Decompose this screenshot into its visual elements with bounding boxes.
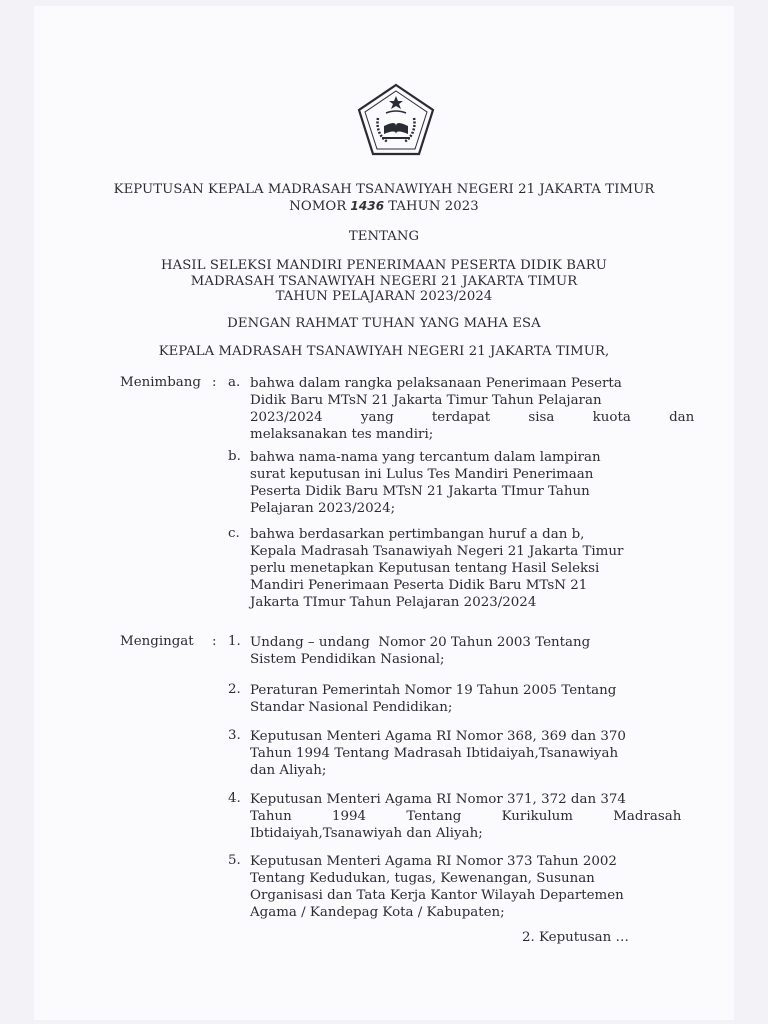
ministry-emblem-logo <box>356 82 436 158</box>
decree-number-line <box>0 199 768 214</box>
handwritten-number: 1436 <box>350 199 385 213</box>
item-line: dan Aliyah; <box>250 763 327 778</box>
item-line: Mandiri Penerimaan Peserta Didik Baru MTsN 21 <box>250 578 588 593</box>
item-line: Undang – undang Nomor 20 Tahun 2003 Tentang <box>250 635 591 650</box>
mengingat-colon: : <box>212 634 217 649</box>
item-marker: c. <box>228 526 240 541</box>
nomor-label: NOMOR <box>289 199 347 214</box>
item-line: Kepala Madrasah Tsanawiyah Negeri 21 Jakarta Timur <box>250 544 624 559</box>
item-line: bahwa nama-nama yang tercantum dalam lampiran <box>250 450 601 465</box>
item-line: perlu menetapkan Keputusan tentang Hasil Seleksi <box>250 561 600 576</box>
item-line: surat keputusan ini Lulus Tes Mandiri Penerimaan <box>250 467 594 482</box>
tentang-heading: TENTANG <box>348 229 420 244</box>
item-line: Tahun 1994 Tentang Kurikulum Madrasah <box>250 809 682 824</box>
item-line: Agama / Kandepag Kota / Kabupaten; <box>250 905 505 920</box>
item-line: Keputusan Menteri Agama RI Nomor 368, 369 dan 370 <box>250 729 626 744</box>
subject-line-3: TAHUN PELAJARAN 2023/2024 <box>275 289 493 304</box>
subject-line-1: HASIL SELEKSI MANDIRI PENERIMAAN PESERTA DIDIK BARU <box>161 258 607 273</box>
item-line: Organisasi dan Tata Kerja Kantor Wilayah Departemen <box>250 888 624 903</box>
menimbang-label: Menimbang <box>120 375 201 390</box>
item-marker: b. <box>228 449 241 464</box>
item-line: 2023/2024 yang terdapat sisa kuota dan <box>250 410 695 425</box>
item-line: Tentang Kedudukan, tugas, Kewenangan, Susunan <box>250 871 595 886</box>
item-line: Peraturan Pemerintah Nomor 19 Tahun 2005 Tentang <box>250 683 617 698</box>
item-marker: 2. <box>228 682 241 697</box>
mengingat-label: Mengingat <box>120 634 194 649</box>
next-page-reference: 2. Keputusan … <box>522 930 629 945</box>
subject-line-2: MADRASAH TSANAWIYAH NEGERI 21 JAKARTA TIMUR <box>190 274 578 289</box>
item-line: Peserta Didik Baru MTsN 21 Jakarta TImur Tahun <box>250 484 590 499</box>
item-marker: 5. <box>228 853 241 868</box>
item-line: Tahun 1994 Tentang Madrasah Ibtidaiyah,Tsanawiyah <box>250 746 619 761</box>
item-line: Standar Nasional Pendidikan; <box>250 700 453 715</box>
item-line: Didik Baru MTsN 21 Jakarta Timur Tahun Pelajaran <box>250 393 602 408</box>
year-label: TAHUN 2023 <box>388 199 479 214</box>
item-marker: 3. <box>228 728 241 743</box>
item-line: Keputusan Menteri Agama RI Nomor 371, 372 dan 374 <box>250 792 626 807</box>
item-line: Pelajaran 2023/2024; <box>250 501 396 516</box>
item-line: Sistem Pendidikan Nasional; <box>250 652 445 667</box>
kepala-line: KEPALA MADRASAH TSANAWIYAH NEGERI 21 JAKARTA TIMUR, <box>158 344 610 359</box>
item-line: Jakarta TImur Tahun Pelajaran 2023/2024 <box>250 595 537 610</box>
menimbang-colon: : <box>212 375 217 390</box>
item-marker: 4. <box>228 791 241 806</box>
item-line: melaksanakan tes mandiri; <box>250 427 434 442</box>
item-line: bahwa dalam rangka pelaksanaan Penerimaan Peserta <box>250 376 622 391</box>
decree-title: KEPUTUSAN KEPALA MADRASAH TSANAWIYAH NEGERI 21 JAKARTA TIMUR <box>113 182 655 197</box>
item-marker: 1. <box>228 634 241 649</box>
item-line: bahwa berdasarkan pertimbangan huruf a dan b, <box>250 527 585 542</box>
item-line: Ibtidaiyah,Tsanawiyah dan Aliyah; <box>250 826 483 841</box>
rahmat-line: DENGAN RAHMAT TUHAN YANG MAHA ESA <box>227 316 541 331</box>
item-marker: a. <box>228 375 241 390</box>
item-line: Keputusan Menteri Agama RI Nomor 373 Tahun 2002 <box>250 854 617 869</box>
